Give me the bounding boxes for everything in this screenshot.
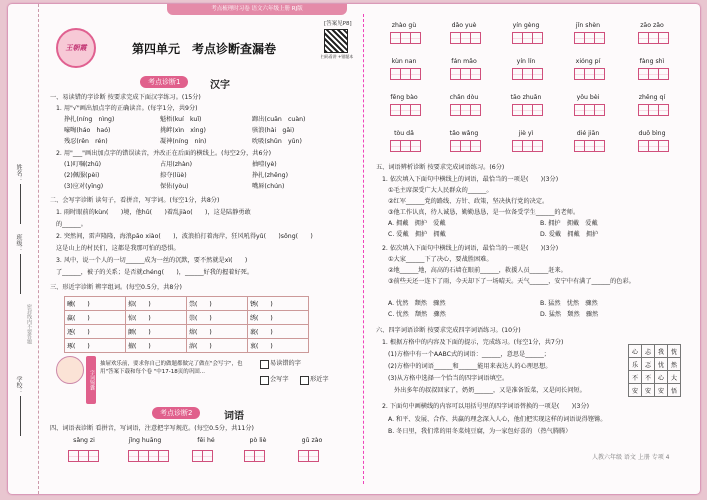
- writing-grid[interactable]: [512, 104, 542, 116]
- tip-badge: 字词锦囊: [86, 356, 96, 404]
- q4-heading: 四、词语表诊断 看拼音，写词语，注意把字写规范。(每空0.5分，共11分): [50, 425, 254, 432]
- q5-1-line-2[interactable]: ③他工作认真，待人诚恳，勤勤恳恳，是一位备受学生______的老师。: [388, 209, 580, 216]
- check-label-0: 易读错的字: [270, 360, 301, 367]
- idiom-cell: 心: [655, 371, 668, 384]
- qr-code-icon[interactable]: [324, 29, 348, 53]
- q4-writing-grid[interactable]: [244, 450, 264, 462]
- q3-cell[interactable]: 溶( ): [187, 339, 248, 353]
- q3-cell[interactable]: 曦( ): [65, 297, 126, 311]
- q3-cell[interactable]: 锈( ): [248, 297, 309, 311]
- q3-cell[interactable]: 裹( ): [248, 325, 309, 339]
- q3-cell[interactable]: 祟( ): [187, 297, 248, 311]
- idiom-cell: 悟: [668, 384, 681, 397]
- pinyin-label: fēng bào: [390, 94, 418, 101]
- q1-2-row-1-1[interactable]: 掠夺(lüè): [160, 172, 187, 179]
- q4-pinyin: jǐng huāng: [128, 437, 162, 444]
- brand-logo: 王朝霞: [56, 28, 96, 68]
- writing-grid[interactable]: [512, 140, 542, 152]
- page-title: 第四单元 考点诊断查漏卷: [132, 42, 277, 56]
- q1-1-row-2-2[interactable]: 吮吸(shǔn yǔn): [252, 138, 302, 145]
- writing-grid[interactable]: [512, 68, 542, 80]
- answer-reference: [答案见P8]: [324, 21, 352, 27]
- pinyin-label: duō bìng: [638, 130, 666, 137]
- name-label: 姓名：: [15, 164, 22, 182]
- idiom-cell: 不: [629, 371, 642, 384]
- q1-2-row-0-2[interactable]: 抽噎(yè): [252, 161, 277, 168]
- pinyin-label: zhěng qí: [638, 94, 666, 101]
- q3-cell[interactable]: 擅( ): [126, 339, 187, 353]
- q1-2-row-2-2[interactable]: 嘴唇(chún): [252, 183, 285, 190]
- writing-grid[interactable]: [390, 68, 420, 80]
- pinyin-label: dié jiān: [576, 130, 600, 137]
- q6-heading: 六、四字词语诊断 按要求完成四字词语练习。(10分): [376, 327, 521, 334]
- check-label-1: 会写字: [270, 376, 289, 383]
- q4-pinyin: pò liè: [249, 437, 267, 444]
- idiom-cell: 我: [655, 345, 668, 358]
- left-page: [42, 4, 360, 494]
- q6-2-option[interactable]: B. 冬日里，我们常的用冬菜炖豆腐，为一家包好喜的 （热气腾腾）: [388, 428, 572, 435]
- writing-grid[interactable]: [638, 68, 668, 80]
- q3-cell[interactable]: 逐( ): [65, 325, 126, 339]
- q1-1-row-2-0[interactable]: 残忍(rěn rén): [64, 138, 108, 145]
- q1-1-row-1-0[interactable]: 嚎啕(háo haó): [64, 127, 111, 134]
- idiom-cell: 不: [642, 371, 655, 384]
- writing-grid[interactable]: [390, 104, 420, 116]
- q5-1-option[interactable]: D. 爱戴 拥戴 拥护: [540, 231, 599, 238]
- pinyin-label: yín gèng: [512, 22, 540, 29]
- checkbox-item-2[interactable]: [300, 376, 309, 385]
- q4-pinyin: sǎng zi: [73, 437, 95, 444]
- q1-1-row-0-0[interactable]: 挣扎(níng nìng): [64, 116, 115, 123]
- q4-writing-grid[interactable]: [128, 450, 168, 462]
- name-line[interactable]: [20, 184, 21, 224]
- q3-cell[interactable]: 赢( ): [65, 311, 126, 325]
- q5-2-instruction: 2. 依次填入下面句中横线上的词语，最恰当的一项是( )(3分): [382, 245, 559, 252]
- school-line[interactable]: [20, 396, 21, 436]
- q1-2-row-1-2[interactable]: 挣扎(zhēng): [252, 172, 289, 179]
- q3-cell[interactable]: 衷( ): [248, 339, 309, 353]
- q2-line-4[interactable]: 3. 风中，说一个人的一切______成为一丝的沉默，要不然就是xì( ): [56, 257, 248, 264]
- q3-cell[interactable]: 崇( ): [187, 311, 248, 325]
- idiom-cell: 忑: [642, 358, 655, 371]
- q5-2-option[interactable]: B. 猛然 忧然 骤然: [540, 300, 598, 307]
- q5-2-line-2[interactable]: ③前些天还一连下了雨，今天却下了一场晴天。天气______，安宁中有满了______的色彩。: [388, 278, 635, 285]
- class-line[interactable]: [20, 254, 21, 294]
- q4-writing-grid[interactable]: [68, 450, 98, 462]
- q6-1-line-3[interactable]: 外出多年的叔叔回家了，奶奶______，又是准备饭菜，又是问长问短。: [394, 387, 586, 394]
- checkbox-item-0[interactable]: [260, 360, 269, 369]
- q5-1-option[interactable]: B. 拥护 拥戴 爱戴: [540, 220, 598, 227]
- q4-pinyin: gǔ zào: [301, 437, 323, 444]
- pinyin-label: tǎo wǎng: [449, 130, 479, 137]
- q1-2-row-0-1[interactable]: 占用(zhàn): [160, 161, 193, 168]
- worksheet-paper: [8, 4, 700, 494]
- section2-bar: 考点诊断2: [152, 407, 200, 419]
- q2-line-1[interactable]: 的______。: [56, 221, 87, 228]
- q4-writing-grid[interactable]: [192, 450, 212, 462]
- pinyin-label: fàng shì: [639, 58, 665, 65]
- q6-2-instruction: 2. 下面句中画横线的内容可以用括号里的四字词语替换的一项是( )(3分): [382, 403, 590, 410]
- q2-line-0[interactable]: 1. 雨时眼前的kùn( )境，他hǔ( )着乱jiào( )，这是陆静勇敢: [56, 209, 251, 216]
- q3-cell[interactable]: 掠( ): [126, 297, 187, 311]
- q3-cell[interactable]: 惊( ): [126, 311, 187, 325]
- q6-1-line-2[interactable]: (3)从方格中选择一个恰当的四字词语填空。: [388, 375, 509, 382]
- q5-1-instruction: 1. 依次填入下面句中横线上的词语，最恰当的一项是( )(3分): [382, 176, 559, 183]
- idiom-cell: 忧: [655, 358, 668, 371]
- writing-grid[interactable]: [450, 68, 480, 80]
- writing-grid[interactable]: [574, 68, 604, 80]
- binding-margin: [8, 4, 39, 494]
- q6-1-instruction: 1. 根据方格中的内容及下面的提示，完成练习。(每空1分，共7分): [382, 339, 564, 346]
- writing-grid[interactable]: [390, 32, 420, 44]
- student-avatar-icon: [56, 356, 84, 384]
- idiom-cell: 忐: [642, 345, 655, 358]
- pinyin-label: zāo zǎo: [640, 22, 664, 29]
- page-footer: 人教六年级 语文 上册 专项 4: [592, 454, 670, 461]
- writing-grid[interactable]: [574, 104, 604, 116]
- pinyin-label: tāo zhuǎn: [510, 94, 542, 101]
- q4-pinyin: fēi hé: [197, 437, 215, 444]
- q5-1-option[interactable]: C. 爱戴 拥护 拥戴: [388, 231, 446, 238]
- section1-bar: 考点诊断1: [140, 76, 188, 88]
- tip-text: 抽屉欢乐前，要求你自己的做题都做完了做在"会写字"，也用"答案下载和每个卷 "中17-18页的巩固...: [100, 361, 243, 375]
- page-fold-divider: [363, 14, 364, 484]
- q3-cell[interactable]: 绣( ): [248, 311, 309, 325]
- writing-grid[interactable]: [638, 140, 668, 152]
- q3-cell[interactable]: 熔( ): [187, 325, 248, 339]
- check-label-2: 形近字: [310, 376, 329, 383]
- idiom-cell: 安: [642, 384, 655, 397]
- checkbox-item-1[interactable]: [260, 376, 269, 385]
- pinyin-label: tòu dǎ: [394, 130, 414, 137]
- idiom-cell: 恍: [668, 345, 681, 358]
- pinyin-label: dǎo yuè: [451, 22, 477, 29]
- writing-grid[interactable]: [512, 32, 542, 44]
- q2-line-2[interactable]: 2. 突然间，雷声隆隆，海浪pāo xiào( )，波浪拍打着海岸，狂风吼得yǔ( )sōng( ): [56, 233, 313, 240]
- q2-line-5[interactable]: 了______，被子的关系；是否就chéng( )，______好我的握着好死。: [56, 269, 254, 276]
- idiom-cell: 心: [629, 345, 642, 358]
- idiom-cell: 安: [629, 384, 642, 397]
- q1-1-instruction: 1. 用"√"画出加点字的正确读音。(每字1分，共9分): [56, 105, 198, 112]
- q6-1-line-0[interactable]: (1)方格中有一个AABC式的词语：______，意思是______；: [388, 351, 550, 358]
- writing-grid[interactable]: [450, 104, 480, 116]
- header-banner: 考点梳理时习卷 语文六年级上册 RJ版: [167, 4, 347, 15]
- q5-1-line-0[interactable]: ①毛主席深受广大人民群众的______。: [388, 187, 493, 194]
- q5-1-option[interactable]: A. 拥戴 拥护 爱戴: [388, 220, 446, 227]
- q1-2-instruction: 2. 用"___"画出加点字的错误读音，并改正在后面的横线上。(每空2分，共6分): [56, 150, 271, 157]
- idiom-cell: 乐: [629, 358, 642, 371]
- q6-2-option[interactable]: A. 和平、发展、合作、共赢的理念深入人心，他们把实现这样的词语说得铿锵。: [388, 416, 607, 423]
- q1-2-row-2-0[interactable]: (3)应对(yīng): [64, 183, 104, 190]
- right-page: [370, 4, 696, 494]
- writing-grid[interactable]: [638, 104, 668, 116]
- writing-grid[interactable]: [638, 32, 668, 44]
- q3-heading: 三、形近字诊断 辨字组词。(每空0.5分，共8分): [50, 284, 182, 291]
- pinyin-label: yín lín: [516, 58, 536, 65]
- q6-1-line-1[interactable]: (2)方格中的词语______和______能用来表达人的心理思想。: [388, 363, 552, 370]
- q5-2-option[interactable]: D. 猛然 颓然 骤然: [540, 311, 599, 318]
- q1-1-row-1-1[interactable]: 挑衅(xìn xìng): [160, 127, 206, 134]
- idiom-cell: 然: [668, 358, 681, 371]
- q4-writing-grid[interactable]: [298, 450, 318, 462]
- section2-title: 词语: [224, 411, 244, 422]
- q3-table: [64, 296, 309, 353]
- q1-2-row-1-0[interactable]: (2)佩服(pèi): [64, 172, 100, 179]
- writing-grid[interactable]: [390, 140, 420, 152]
- q1-2-row-0-0[interactable]: (1)叮嘱(zhǔ): [64, 161, 102, 168]
- class-label: 班级：: [15, 234, 22, 252]
- pinyin-label: chǎn dòu: [449, 94, 479, 101]
- q2-line-3[interactable]: 这是山上的村民们，这都是我那可怕的恐惧。: [56, 245, 180, 252]
- q1-1-row-2-1[interactable]: 凝神(níng nín): [160, 138, 207, 145]
- idiom-grid: [628, 344, 681, 397]
- q2-heading: 二、会写字诊断 读句子，看拼音，写字词。(每空1分，共8分): [50, 197, 220, 204]
- section1-title: 汉字: [210, 80, 230, 91]
- q5-2-line-1[interactable]: ②地______地，高高的石墙在眼前______，救援人员______赶来。: [388, 267, 567, 274]
- pinyin-label: jiè yì: [518, 130, 534, 137]
- qr-caption: 扫码看讲 +错题本: [320, 54, 354, 59]
- writing-grid[interactable]: [574, 32, 604, 44]
- q5-2-option[interactable]: C. 忧然 颓然 骤然: [388, 311, 446, 318]
- q1-1-row-0-1[interactable]: 魁梧(kuí kuǐ): [160, 116, 202, 123]
- q3-cell[interactable]: 琢( ): [65, 339, 126, 353]
- q5-heading: 五、词语辨析诊断 按要求完成词语练习。(6分): [376, 164, 505, 171]
- pinyin-label: yǒu bèi: [576, 94, 600, 101]
- seal-note: 密封线内不要答题: [26, 304, 32, 344]
- q1-heading: 一、易读错的字诊断 按要求完成下面汉字练习。(15分): [50, 94, 201, 101]
- writing-grid[interactable]: [450, 32, 480, 44]
- writing-grid[interactable]: [574, 140, 604, 152]
- q5-2-line-0[interactable]: ①大家______下了决心，要战胜困难。: [388, 256, 493, 263]
- pinyin-label: kùn nan: [391, 58, 417, 65]
- school-label: 学校：: [15, 376, 22, 394]
- idiom-cell: 安: [655, 384, 668, 397]
- q1-1-row-1-2[interactable]: 骇浪(hài gāi): [252, 127, 295, 134]
- q5-2-option[interactable]: A. 忧然 颓然 骤然: [388, 300, 446, 307]
- q1-1-row-0-2[interactable]: 蹿出(cuān cuàn): [252, 116, 306, 123]
- q1-2-row-2-1[interactable]: 保佑(yòu): [160, 183, 189, 190]
- writing-grid[interactable]: [450, 140, 480, 152]
- pinyin-label: zhào gù: [391, 22, 417, 29]
- q3-cell[interactable]: 颤( ): [126, 325, 187, 339]
- pinyin-label: fán mǎo: [451, 58, 477, 65]
- pinyin-label: jǐn shèn: [575, 22, 601, 29]
- pinyin-label: xióng pí: [575, 58, 601, 65]
- q5-1-line-1[interactable]: ②红军______党的路线、方针、政策，坚决执行党的决定。: [388, 198, 549, 205]
- idiom-cell: 大: [668, 371, 681, 384]
